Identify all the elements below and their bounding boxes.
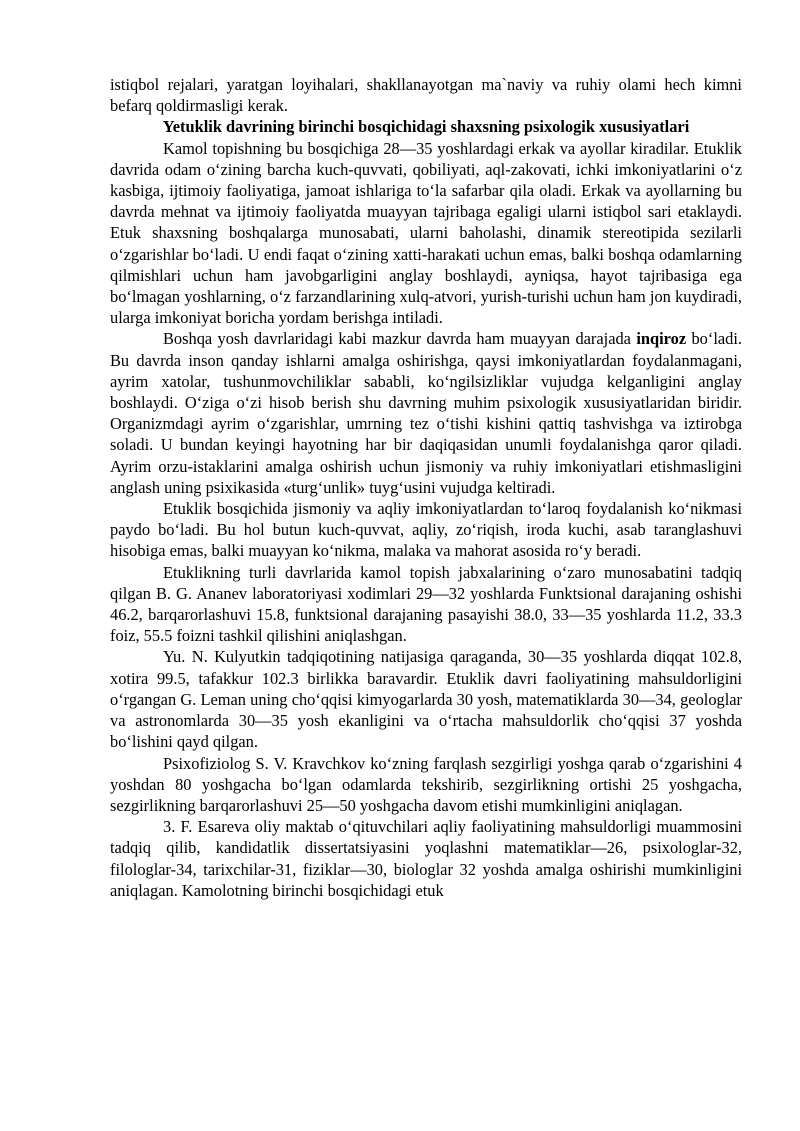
paragraph-3: Etuklik bosqichida jismoniy va aqliy imkoniyatlardan to‘laroq foydalanish ko‘nikmasi paydo bo‘ladi. Bu hol butun kuch-quvvat, aqliy, zo‘riqish, iroda kuchi, asab taranglashuvi hisobiga emas, balki muayyan ko‘nikma, malaka va mahorat asosida ro‘y beradi. <box>110 499 742 561</box>
paragraph-2-part-b: bo‘ladi. Bu davrda inson qanday ishlarni amalga oshirishga, qaysi imkoniyatlardan foydalanmagani, ayrim xatolar, tushunmovchiliklar sababli, ko‘ngilsizliklar vujudga kelganligini anglay boshlaydi. O‘ziga o‘zi hisob berish shu davrning muhim psixologik xususiyatlaridan biridir. Organizmdagi ayrim o‘zgarishlar, umrning tez o‘tishi kishini qattiq tashvishga va iztirobga soladi. U bundan keyingi hayotning har bir daqiqasidan unumli foydalanishga qaror qiladi. Ayrim orzu-istaklarini amalga oshirish uchun jismoniy va ruhiy imkoniyatlari etishmasligini anglash uning psixikasida «turg‘unlik» tuyg‘usini vujudga keltiradi. <box>110 329 742 497</box>
paragraph-2-part-a: Boshqa yosh davrlaridagi kabi mazkur davrda ham muayyan darajada <box>163 329 637 349</box>
paragraph-2-bold-term: inqiroz <box>636 329 687 349</box>
paragraph-7: 3. F. Esareva oliy maktab o‘qituvchilari aqliy faoliyatining mahsuldorligi muammosini tadqiq qilib, kandidatlik dissertatsiyasini yoqlashni matematiklar—26, psixologlar-32, filologlar-34, tarixchilar-31, fiziklar—30, biologlar 32 yoshda amalga oshirishi mumkinligini aniqlagan. Kamolotning birinchi bosqichidagi etuk <box>110 817 742 900</box>
paragraph-continuation: istiqbol rejalari, yaratgan loyihalari, shakllanayotgan ma`naviy va ruhiy olami hech kimni befarq qoldirmasligi kerak. <box>110 75 742 116</box>
paragraph-5: Yu. N. Kulyutkin tadqiqotining natijasiga qaraganda, 30—35 yoshlarda diqqat 102.8, xotira 99.5, tafakkur 102.3 birlikka baravardir. Etuklik davri faoliyatining mahsuldorligini o‘rgangan G. Leman uning cho‘qqisi kimyogarlarda 30 yosh, matematiklarda 30—34, geologlar va astronomlarda 30—35 yosh ekanligini va o‘rtacha mahsuldorlik cho‘qqisi 37 yoshda bo‘lishini qayd qilgan. <box>110 647 742 752</box>
section-heading: Yetuklik davrining birinchi bosqichidagi shaxsning psixologik xususiyatlari <box>162 117 690 137</box>
paragraph-1: Kamol topishning bu bosqichiga 28—35 yoshlardagi erkak va ayollar kiradilar. Etuklik davrida odam o‘zining barcha kuch-quvvati, qobiliyati, aql-zakovati, ichki imkoniyatlarini o‘z kasbiga, ijtimoiy faoliyatiga, jamoat ishlariga to‘la safarbar qila oladi. Erkak va ayollarning bu davrda mehnat va ijtimoiy faoliyatda muayyan tajribaga egaligi ularni istiqbol sari etaklaydi. Etuk shaxsning boshqalarga munosabati, ularni baholashi, dinamik stereotipida sezilarli o‘zgarishlar bo‘ladi. U endi faqat o‘zining xatti-harakati uchun emas, balki boshqa odamlarning qilmishlari uchun ham javobgarligini anglay boshlaydi, ayniqsa, hayot tajribasiga ega bo‘lmagan yoshlarning, o‘z farzandlarining xulq-atvori, yurish-turishi uchun ham jon kuydiradi, ularga imkoniyat boricha yordam berishga intiladi. <box>110 138 742 328</box>
paragraph-2 <box>110 328 742 498</box>
paragraph-6: Psixofiziolog S. V. Kravchkov ko‘zning farqlash sezgirligi yoshga qarab o‘zgarishini 4 yoshdan 80 yoshgacha bo‘lgan odamlarda tekshirib, sezgirlikning ortishi 25 yoshgacha, sezgirlikning barqarorlashuvi 25—50 yoshgacha davom etishi mumkinligini aniqlagan. <box>110 753 742 815</box>
paragraph-4: Etuklikning turli davrlarida kamol topish jabxalarining o‘zaro munosabatini tadqiq qilgan B. G. Ananev laboratoriyasi xodimlari 29—32 yoshlarda Funktsional darajaning oshishi 46.2, barqarorlashuvi 15.8, funktsional darajaning pasayishi 38.0, 33—35 yoshlarda 11.2, 33.3 foiz, 55.5 foizni tashkil qilishini aniqlashgan. <box>110 562 742 646</box>
document-page <box>110 74 742 901</box>
